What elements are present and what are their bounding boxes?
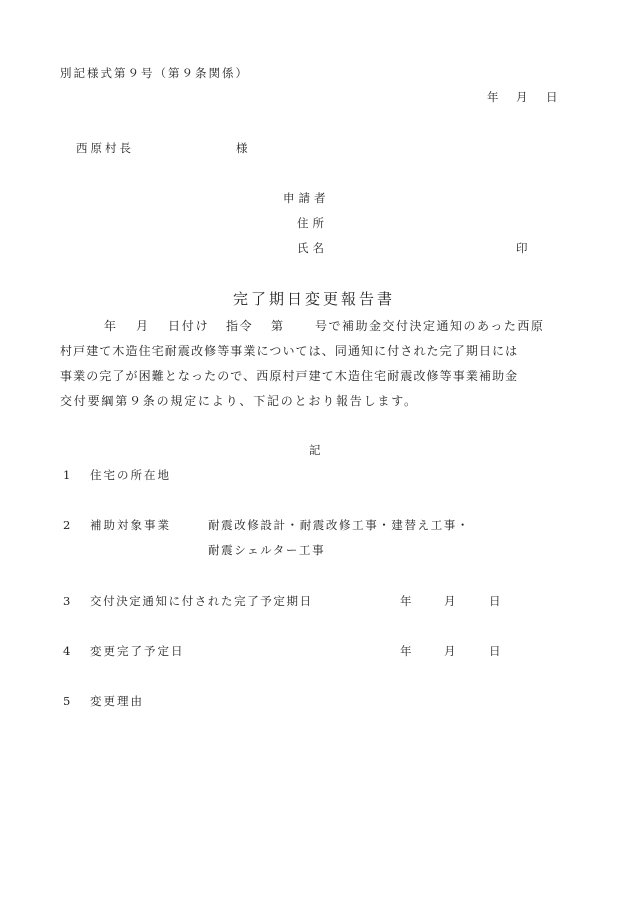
body-line1-rest: 号で補助金交付決定通知のあった西原 (315, 319, 545, 333)
seal-mark: 印 (516, 241, 530, 255)
date-year: 年 (487, 90, 501, 104)
item-label: 交付決定通知に付された完了予定期日 (90, 594, 313, 608)
date-day: 日 (546, 90, 560, 104)
item-number: 1 (63, 468, 73, 482)
body-year: 年 (104, 319, 118, 333)
form-id: 別記様式第９号（第９条関係） (60, 66, 249, 80)
body-line3: 事業の完了が困難となったので、西原村戸建て木造住宅耐震改修等事業補助金 (60, 369, 519, 383)
item-day: 日 (489, 644, 503, 658)
body-line2: 村戸建て木造住宅耐震改修等事業については、同通知に付された完了期日には (60, 344, 519, 358)
item-label: 変更理由 (90, 694, 144, 708)
addressee-name: 西原村長 (76, 141, 134, 155)
item-number: 4 (63, 644, 73, 658)
item-year: 年 (400, 594, 414, 608)
item-label: 住宅の所在地 (90, 468, 171, 482)
item-month: 月 (444, 594, 458, 608)
applicant-name-label: 氏名 (297, 241, 328, 255)
item-number: 3 (63, 594, 73, 608)
applicant-address-label: 住所 (297, 216, 328, 230)
addressee-honorific: 様 (236, 141, 250, 155)
body-day-dated: 日付け (168, 319, 210, 333)
body-directive: 指令 (226, 319, 254, 333)
applicant-label: 申請者 (283, 191, 330, 205)
body-month: 月 (136, 319, 150, 333)
item-number: 2 (63, 518, 73, 532)
item-day: 日 (489, 594, 503, 608)
item-label: 補助対象事業 (90, 518, 171, 532)
body-number-prefix: 第 (271, 319, 285, 333)
item-month: 月 (444, 644, 458, 658)
body-line4: 交付要綱第９条の規定により、下記のとおり報告します。 (60, 394, 418, 408)
note-heading: 記 (309, 443, 323, 457)
document-title: 完了期日変更報告書 (233, 290, 396, 308)
item-label: 変更完了予定日 (90, 644, 185, 658)
item-year: 年 (400, 644, 414, 658)
date-month: 月 (516, 90, 530, 104)
item-value: 耐震改修設計・耐震改修工事・建替え工事・ (208, 518, 470, 532)
item-number: 5 (63, 694, 73, 708)
item-value-continued: 耐震シェルター工事 (208, 543, 326, 557)
